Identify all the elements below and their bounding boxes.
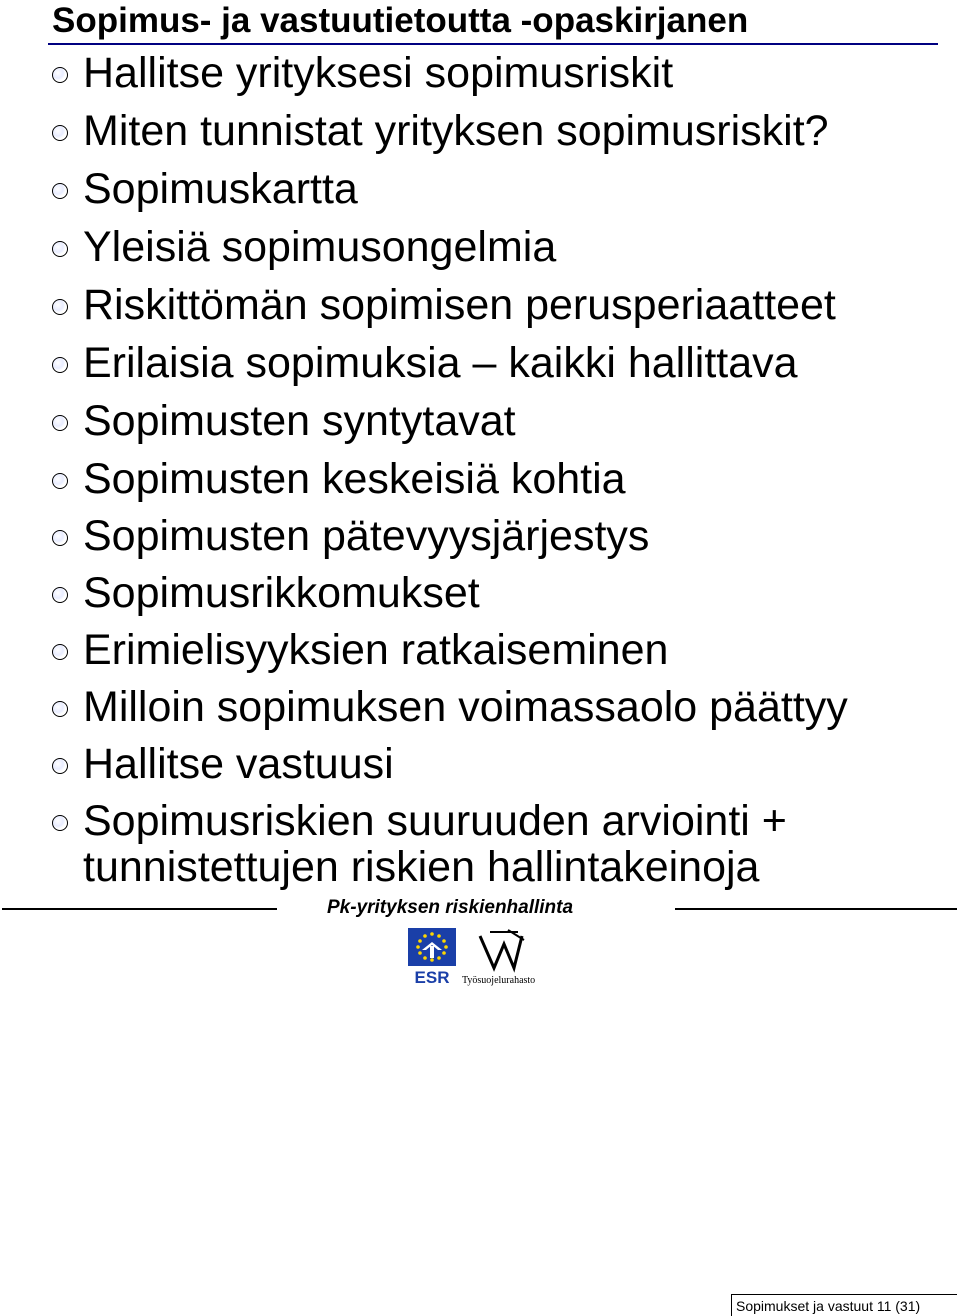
footer-divider-left: [2, 908, 277, 910]
bullet-icon: [52, 758, 68, 774]
bullet-icon: [52, 473, 68, 489]
list-item-text: Hallitse vastuusi: [83, 740, 394, 788]
list-item-text: Sopimusriskien suuruuden arviointi +: [83, 797, 787, 845]
list-item-text: Sopimusten pätevyysjärjestys: [83, 512, 650, 560]
bullet-icon: [52, 644, 68, 660]
list-item-text: Sopimusten syntytavat: [83, 397, 516, 445]
list-item-text: Milloin sopimuksen voimassaolo päättyy: [83, 683, 848, 731]
esr-logo: [408, 928, 456, 986]
esr-logo-text: ESR: [414, 968, 450, 986]
list-item-text: Riskittömän sopimisen perusperiaatteet: [83, 281, 836, 329]
page-number-label: Sopimukset ja vastuut 11 (31): [731, 1294, 957, 1316]
bullet-icon: [52, 125, 68, 141]
page-title: Sopimus- ja vastuutietoutta -opaskirjanen: [52, 1, 749, 40]
list-item-text-continuation: tunnistettujen riskien hallintakeinoja: [83, 843, 760, 891]
list-item-text: Erilaisia sopimuksia – kaikki hallittava: [83, 339, 798, 387]
list-item-text: Sopimusrikkomukset: [83, 569, 480, 617]
bullet-icon: [52, 701, 68, 717]
list-item-text: Yleisiä sopimusongelmia: [83, 223, 557, 271]
list-item-text: Sopimuskartta: [83, 165, 358, 213]
bullet-icon: [52, 299, 68, 315]
list-item-text: Hallitse yrityksesi sopimusriskit: [83, 49, 674, 97]
bullet-icon: [52, 815, 68, 831]
bullet-icon: [52, 415, 68, 431]
title-divider: [48, 43, 938, 45]
tsr-emblem-icon: [480, 930, 524, 968]
footer-divider-right: [675, 908, 957, 910]
list-item-text: Erimielisyyksien ratkaiseminen: [83, 626, 669, 674]
bullet-icon: [52, 357, 68, 373]
footer-caption: Pk-yrityksen riskienhallinta: [327, 897, 574, 918]
bullet-icon: [52, 67, 68, 83]
list-item-text: Miten tunnistat yrityksen sopimusriskit?: [83, 107, 829, 155]
bullet-icon: [52, 183, 68, 199]
list-item-text: Sopimusten keskeisiä kohtia: [83, 455, 626, 503]
bullet-icon: [52, 241, 68, 257]
tsr-logo-text: Työsuojelurahasto: [462, 975, 536, 986]
bullet-icon: [52, 530, 68, 546]
bullet-icon: [52, 587, 68, 603]
